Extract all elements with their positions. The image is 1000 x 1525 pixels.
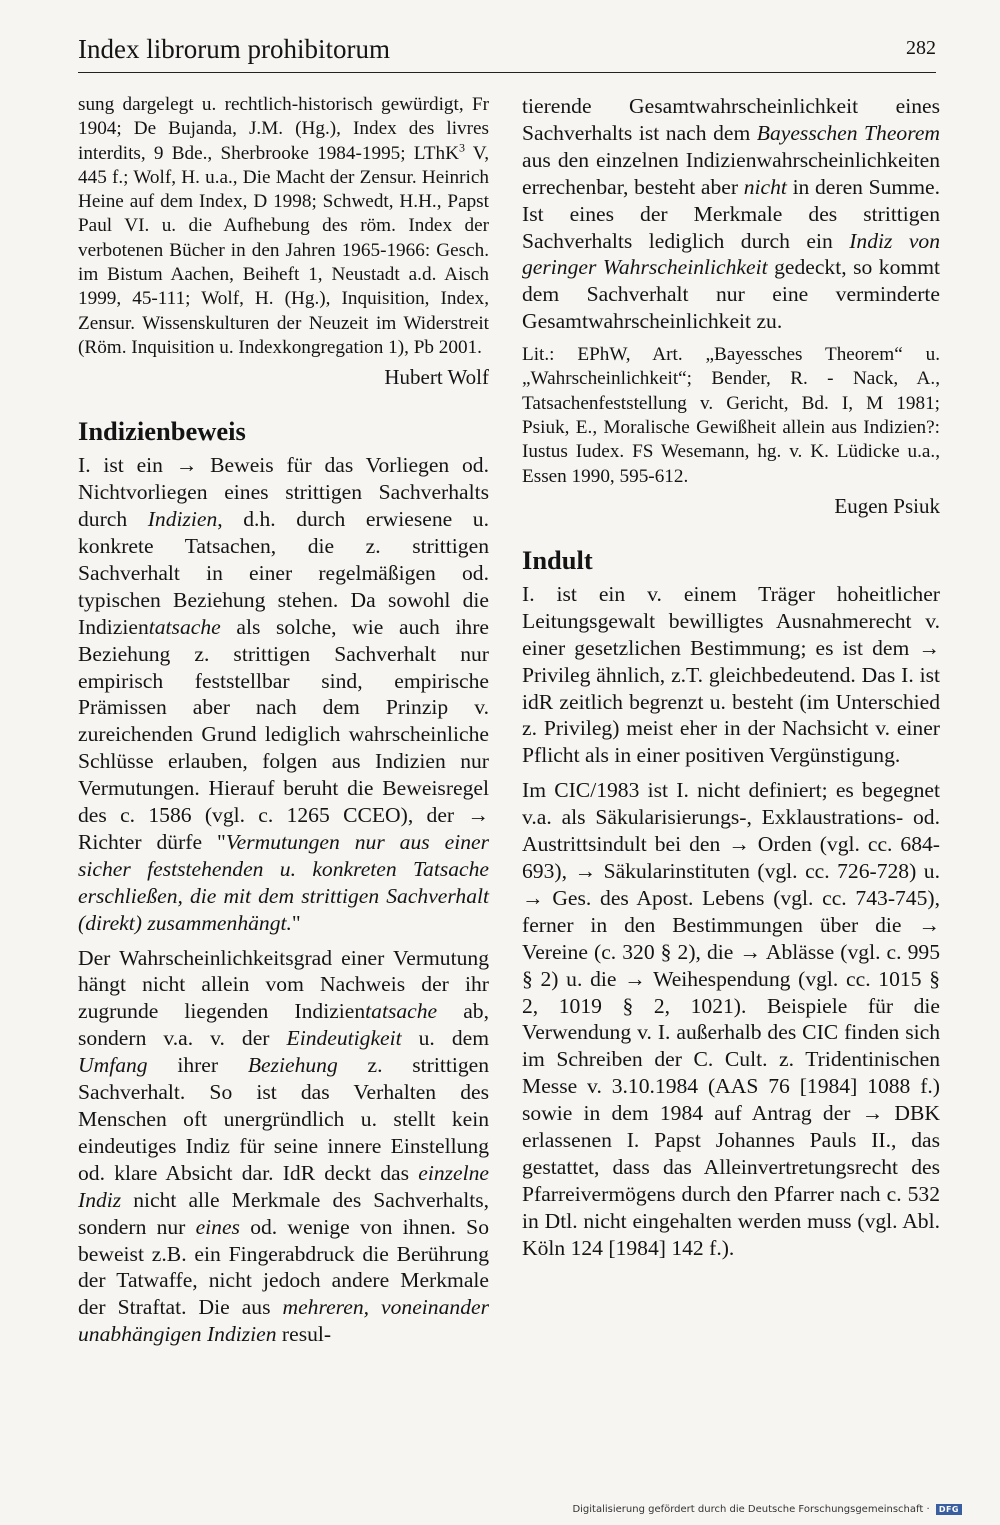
paragraph: Im CIC/1983 ist I. nicht definiert; es begegnet v.a. als Säkularisierungs-, Exklaustrations- od. Austrittsindult bei den → Orden (vgl. cc. 684-693), → Säkularinstituten (vgl. cc. 726-728) u. → Ges. des Apost. Lebens (vgl. cc. 743-745), ferner in den Bestimmungen über die → Vereine (c. 320 § 2), die → Ablässe (vgl. c. 995 § 2) u. die → Weihespendung (vgl. cc. 1015 § 2, 1019 § 2, 1021). Beispiele für die Verwendung v. I. außerhalb des CIC finden sich im Schreiben der C. Cult. z. Tridentinischen Messe v. 3.10.1984 (AAS 76 [1984] 1088 f.) sowie in dem 1984 auf Antrag der → DBK erlassenen I. Papst Johannes Pauls II., das gestattet, dass das Alleinvertretungsrecht des Pfarreivermögens durch den Pfarrer nach c. 532 in Dtl. nicht eingehalten werden muss (vgl. Abl. Köln 124 [1984] 142 f.). bbox=[522, 778, 940, 1260]
paragraph: I. ist ein → Beweis für das Vorliegen od. Nichtvorliegen eines strittigen Sachverhalts durch Indizien, d.h. durch erwiesene u. konkrete Tatsachen, die z. strittigen Sachverhalt in einer regelmäßigen od. typischen Beziehung stehen. Da sowohl die Indizientatsache als solche, wie auch ihre Beziehung z. strittigen Sachverhalt nur empirisch feststellbar sind, empirische Prämissen aber nach dem Prinzip v. zureichenden Grund lediglich wahrscheinliche Schlüsse erlauben, folgen aus Indizien nur Vermutungen. Hierauf beruht die Beweisregel des c. 1586 (vgl. c. 1265 CCEO), der → Richter dürfe "Vermutungen nur aus einer sicher feststehenden u. konkreten Tatsache erschließen, die mit dem strittigen Sachverhalt (direkt) zusammenhängt." bbox=[78, 453, 489, 935]
left-column bbox=[78, 93, 489, 1356]
entry-title: Indizienbeweis bbox=[78, 416, 246, 447]
page-number: 282 bbox=[906, 37, 936, 59]
paragraph: Der Wahrscheinlichkeitsgrad einer Vermutung hängt nicht allein vom Nachweis der ihr zugrunde liegenden Indizientatsache ab, sondern v.a. v. der Eindeutigkeit u. dem Umfang ihrer Beziehung z. strittigen Sachverhalt. So ist das Verhalten des Menschen oft unergründlich u. stellt kein eindeutiges Indiz für seine innere Einstellung od. klare Absicht dar. IdR deckt das einzelne Indiz nicht alle Merkmale des Sachverhalts, sondern nur eines od. wenige von ihnen. So beweist z.B. ein Fingerabdruck die Berührung der Tatwaffe, nicht jedoch andere Merkmale der Straftat. Die aus mehreren, voneinander unabhängigen Indizien resul- bbox=[78, 945, 490, 1347]
entry-title: Indult bbox=[522, 544, 593, 575]
literature-list: Lit.: EPhW, Art. „Bayessches Theorem“ u. „Wahrscheinlichkeit“; Bender, R. - Nack, A., Tatsachenfeststellung v. Gericht, Bd. I, M 1981; Psiuk, E., Moralische Gewißheit allein aus Indizien?: Iustus Iudex. FS Wesemann, hg. v. K. Lüdicke u.a., Essen 1990, 595-612. bbox=[522, 344, 940, 487]
article-author: Eugen Psiuk bbox=[834, 493, 940, 518]
page-header bbox=[78, 30, 936, 73]
paragraph: I. ist ein v. einem Träger hoheitlicher Leitungsgewalt bewilligtes Ausnahmerecht v. einer gesetzlichen Bestimmung; es ist dem → Privileg ähnlich, z.T. gleichbedeutend. Das I. ist idR zeitlich begrenzt u. besteht (im Unterschied z. Privileg) meist eher in der Nachsicht v. einer Pflicht als in einer positiven Vergünstigung. bbox=[522, 581, 940, 768]
right-column bbox=[522, 93, 940, 1270]
running-title: Index librorum prohibitorum bbox=[78, 34, 390, 64]
paragraph: tierende Gesamtwahrscheinlichkeit eines Sachverhalts ist nach dem Bayesschen Theorem aus den einzelnen Indizienwahrscheinlichkeiten errechenbar, besteht aber nicht in deren Summe. Ist eines der Merkmale des strittigen Sachverhalts lediglich durch ein Indiz von geringer Wahrscheinlichkeit gedeckt, so kommt dem Sachverhalt nur eine verminderte Gesamtwahrscheinlichkeit zu. bbox=[522, 94, 941, 334]
dfg-logo: DFG bbox=[936, 1504, 962, 1515]
bibliography-continued: sung dargelegt u. rechtlich-historisch gewürdigt, Fr 1904; De Bujanda, J.M. (Hg.), Index des livres interdits, 9 Bde., Sherbrooke 1984-1995; LThK$^3$ V, 445 f.; Wolf, H. u.a., Die Macht der Zensur. Heinrich Heine auf dem Index, D 1998; Schwedt, H.H., Papst Paul VI. u. die Aufhebung des röm. Index der verbotenen Bücher in den Jahren 1965-1966: Gesch. im Bistum Aachen, Beiheft 1, Neustadt a.d. Aisch 1999, 45-111; Wolf, H. (Hg.), Inquisition, Index, Zensur. Wissenskulturen der Neuzeit im Widerstreit (Röm. Inquisition u. Indexkongregation 1), Pb 2001. bbox=[78, 94, 489, 358]
credit-text: Digitalisierung gefördert durch die Deutsche Forschungsgemeinschaft · bbox=[572, 1503, 930, 1515]
article-author: Hubert Wolf bbox=[384, 365, 489, 390]
digitization-credit bbox=[572, 1504, 962, 1516]
